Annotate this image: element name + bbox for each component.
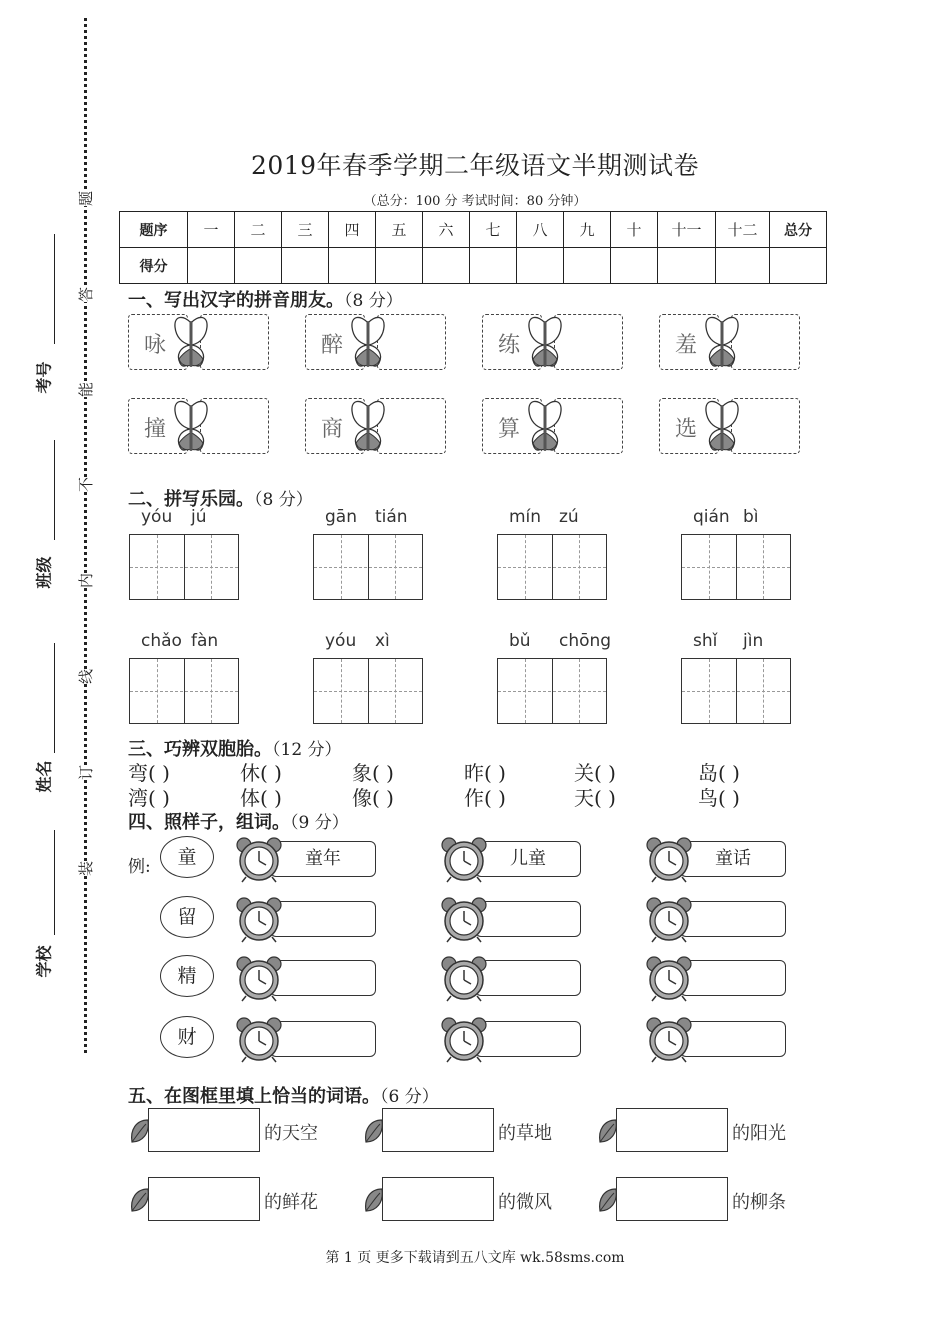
phrase-text: 的柳条 (732, 1192, 786, 1213)
score-input-cell[interactable] (188, 248, 235, 284)
pinyin-syllable: zú (559, 507, 579, 527)
pinyin-syllable: qián (693, 507, 730, 527)
exam-number-label: 考号 (34, 361, 54, 394)
word-fill-box[interactable] (382, 1177, 494, 1221)
table-cell: 一 (188, 212, 235, 248)
score-input-cell[interactable] (770, 248, 827, 284)
hanzi-char: 撞 (144, 417, 167, 442)
seal-char-3: 能 (73, 382, 98, 397)
tianzige-writing-grid[interactable] (497, 658, 607, 724)
example-word-box: 童话 (680, 841, 786, 877)
alarm-clock-icon (644, 956, 694, 1006)
pinyin-syllable: jú (191, 507, 207, 527)
section4-heading (128, 808, 349, 834)
page-footer: 第 1 页 更多下载请到五八文库 wk.58sms.com (325, 1250, 625, 1266)
seal-char-5: 内 (73, 573, 98, 588)
seal-char-1: 题 (73, 191, 98, 206)
table-cell: 十 (611, 212, 658, 248)
section1-title: 一、写出汉字的拼音朋友。 (128, 290, 344, 311)
score-input-cell[interactable] (564, 248, 611, 284)
section4-points: （9 分） (290, 813, 349, 833)
example-word-box: 儿童 (475, 841, 581, 877)
tianzige-writing-grid[interactable] (129, 658, 239, 724)
grid-guide (314, 691, 422, 692)
seal-char-7: 订 (73, 765, 98, 780)
table-cell: 得分 (120, 248, 188, 284)
school-label: 学校 (34, 945, 54, 978)
word-answer-box[interactable] (270, 901, 376, 937)
score-input-cell[interactable] (282, 248, 329, 284)
hanzi-char: 羞 (675, 333, 698, 358)
word-answer-box[interactable] (475, 1021, 581, 1057)
tianzige-writing-grid[interactable] (129, 534, 239, 600)
alarm-clock-icon (439, 897, 489, 947)
pinyin-butterfly-item (659, 398, 800, 454)
table-cell: 二 (235, 212, 282, 248)
grid-guide (579, 659, 580, 723)
section3-title: 三、巧辨双胞胎。 (128, 739, 272, 760)
pinyin-syllable: chōng (559, 631, 612, 651)
pinyin-syllable: tián (375, 507, 408, 527)
pinyin-butterfly-item (128, 398, 269, 454)
word-answer-box[interactable] (680, 960, 786, 996)
pinyin-butterfly-item (482, 398, 623, 454)
section2-title: 二、拼写乐园。 (128, 489, 254, 510)
section3-points: （12 分） (272, 740, 342, 760)
twin-char-blank[interactable]: 天( ) (574, 786, 616, 810)
table-cell: 七 (470, 212, 517, 248)
grid-guide (157, 659, 158, 723)
pinyin-syllable: fàn (191, 631, 219, 651)
phrase-text: 的天空 (264, 1123, 318, 1144)
grid-guide (395, 535, 396, 599)
hanzi-char: 算 (498, 417, 521, 442)
table-cell: 六 (423, 212, 470, 248)
word-fill-box[interactable] (616, 1108, 728, 1152)
name-line (54, 643, 55, 753)
word-answer-box[interactable] (270, 960, 376, 996)
seal-char-2: 答 (73, 287, 98, 302)
pinyin-syllable: mín (509, 507, 542, 527)
hanzi-char: 醉 (321, 333, 344, 358)
twin-char-blank[interactable]: 象( ) (352, 761, 394, 785)
exam-info: （总分：100 分 考试时间：80 分钟） (363, 194, 587, 209)
grid-guide (579, 535, 580, 599)
twin-char-blank[interactable]: 作( ) (464, 786, 506, 810)
score-table (119, 211, 827, 284)
grid-guide (682, 567, 790, 568)
hanzi-char: 选 (675, 417, 698, 442)
word-answer-box[interactable] (270, 1021, 376, 1057)
pinyin-syllable: xì (375, 631, 390, 651)
table-cell: 总分 (770, 212, 827, 248)
twin-char-blank[interactable]: 体( ) (240, 786, 282, 810)
alarm-clock-icon (644, 1017, 694, 1067)
pinyin-butterfly-item (482, 314, 623, 370)
example-word-box: 童年 (270, 841, 376, 877)
score-input-cell[interactable] (329, 248, 376, 284)
word-fill-box[interactable] (148, 1177, 260, 1221)
twin-char-blank[interactable]: 鸟( ) (698, 786, 740, 810)
example-label: 例: (128, 857, 151, 877)
character-circle: 留 (160, 896, 214, 938)
phrase-text: 的微风 (498, 1192, 552, 1213)
grid-guide (682, 691, 790, 692)
grid-guide (525, 659, 526, 723)
twin-char-blank[interactable]: 弯( ) (128, 761, 170, 785)
pinyin-syllable: chǎo (141, 631, 182, 651)
seal-char-6: 线 (73, 669, 98, 684)
phrase-text: 的阳光 (732, 1123, 786, 1144)
tianzige-writing-grid[interactable] (313, 534, 423, 600)
score-input-cell[interactable] (611, 248, 658, 284)
pinyin-syllable: shǐ (693, 631, 718, 651)
word-fill-box[interactable] (616, 1177, 728, 1221)
table-cell: 十一 (658, 212, 716, 248)
tianzige-writing-grid[interactable] (681, 658, 791, 724)
pinyin-syllable: bì (743, 507, 759, 527)
twin-char-blank[interactable]: 关( ) (574, 761, 616, 785)
grid-guide (130, 567, 238, 568)
pinyin-syllable: yóu (325, 631, 357, 651)
score-input-cell[interactable] (470, 248, 517, 284)
twin-char-blank[interactable]: 像( ) (352, 786, 394, 810)
table-cell: 四 (329, 212, 376, 248)
word-fill-box[interactable] (148, 1108, 260, 1152)
word-answer-box[interactable] (680, 1021, 786, 1057)
alarm-clock-icon (439, 837, 489, 887)
alarm-clock-icon (234, 837, 284, 887)
tianzige-writing-grid[interactable] (497, 534, 607, 600)
section1-points: （8 分） (344, 291, 403, 311)
table-cell: 五 (376, 212, 423, 248)
hanzi-char: 练 (498, 333, 521, 358)
section4-title: 四、照样子，组词。 (128, 812, 290, 833)
seal-char-4: 不 (73, 477, 98, 492)
tianzige-writing-grid[interactable] (313, 658, 423, 724)
table-cell: 九 (564, 212, 611, 248)
exam-number-line (54, 234, 55, 344)
table-row (120, 212, 827, 248)
page-title: 2019年春季学期二年级语文半期测试卷 (250, 151, 700, 180)
score-input-cell[interactable] (716, 248, 770, 284)
grid-guide (341, 535, 342, 599)
grid-guide (763, 659, 764, 723)
hanzi-char: 咏 (144, 333, 167, 358)
table-cell: 三 (282, 212, 329, 248)
alarm-clock-icon (439, 956, 489, 1006)
score-input-cell[interactable] (658, 248, 716, 284)
alarm-clock-icon (234, 1017, 284, 1067)
word-fill-box[interactable] (382, 1108, 494, 1152)
pinyin-syllable: gān (325, 507, 357, 527)
alarm-clock-icon (439, 1017, 489, 1067)
tianzige-writing-grid[interactable] (681, 534, 791, 600)
section1-heading (128, 286, 403, 312)
score-input-cell[interactable] (235, 248, 282, 284)
pinyin-butterfly-item (305, 398, 446, 454)
seal-char-8: 装 (73, 861, 98, 876)
twin-char-blank[interactable]: 湾( ) (128, 786, 170, 810)
word-answer-box[interactable] (475, 901, 581, 937)
grid-guide (211, 535, 212, 599)
twin-char-blank[interactable]: 昨( ) (464, 761, 506, 785)
table-cell: 题序 (120, 212, 188, 248)
word-answer-box[interactable] (475, 960, 581, 996)
table-cell: 十二 (716, 212, 770, 248)
phrase-text: 的草地 (498, 1123, 552, 1144)
score-input-cell[interactable] (423, 248, 470, 284)
grid-guide (498, 691, 606, 692)
grid-guide (709, 659, 710, 723)
word-answer-box[interactable] (680, 901, 786, 937)
alarm-clock-icon (234, 897, 284, 947)
pinyin-syllable: jìn (743, 631, 764, 651)
table-row (120, 248, 827, 284)
name-label: 姓名 (34, 760, 54, 793)
alarm-clock-icon (234, 956, 284, 1006)
character-circle: 财 (160, 1016, 214, 1058)
grid-guide (498, 567, 606, 568)
section5-heading (128, 1082, 439, 1108)
twin-char-blank[interactable]: 岛( ) (698, 761, 740, 785)
grid-guide (130, 691, 238, 692)
grid-guide (157, 535, 158, 599)
twin-char-blank[interactable]: 休( ) (240, 761, 282, 785)
score-input-cell[interactable] (376, 248, 423, 284)
class-line (54, 440, 55, 540)
pinyin-butterfly-item (305, 314, 446, 370)
alarm-clock-icon (644, 897, 694, 947)
character-circle: 童 (160, 836, 214, 878)
pinyin-syllable: yóu (141, 507, 173, 527)
pinyin-butterfly-item (128, 314, 269, 370)
pinyin-syllable: bǔ (509, 631, 531, 651)
grid-guide (525, 535, 526, 599)
school-line (54, 830, 55, 935)
character-circle: 精 (160, 955, 214, 997)
alarm-clock-icon (644, 837, 694, 887)
section2-points: （8 分） (254, 490, 313, 510)
section5-title: 五、在图框里填上恰当的词语。 (128, 1086, 380, 1107)
grid-guide (314, 567, 422, 568)
grid-guide (341, 659, 342, 723)
class-label: 班级 (34, 556, 54, 589)
grid-guide (395, 659, 396, 723)
section5-points: （6 分） (380, 1087, 439, 1107)
grid-guide (211, 659, 212, 723)
hanzi-char: 商 (321, 417, 344, 442)
score-input-cell[interactable] (517, 248, 564, 284)
grid-guide (763, 535, 764, 599)
phrase-text: 的鲜花 (264, 1192, 318, 1213)
grid-guide (709, 535, 710, 599)
table-cell: 八 (517, 212, 564, 248)
pinyin-butterfly-item (659, 314, 800, 370)
